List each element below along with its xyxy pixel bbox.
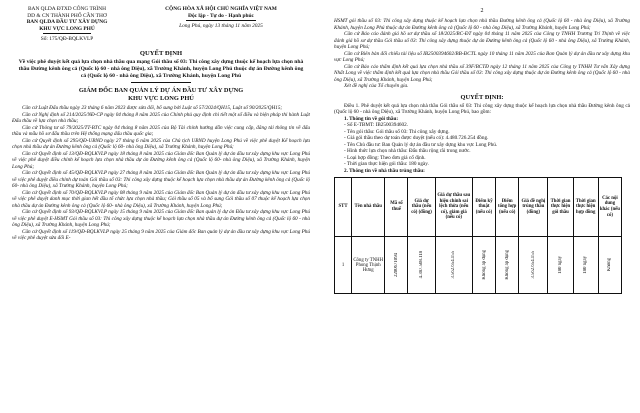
authority-line: KHU VỰC LONG PHÚ xyxy=(128,95,194,103)
agency-line: DD & CN THÀNH PHỐ CẦN THƠ xyxy=(27,12,107,19)
cell-technical-score xyxy=(472,237,495,294)
section-1-title: 1. Thông tin về gói thầu: xyxy=(344,115,399,122)
article-1: Điều 1. Phê duyệt kết quả lựa chọn nhà thầu Gói thầu số 03: Thi công xây dựng thuộc kế hoạch lựa chọn nhà thầu Đường kênh ông cả (Quốc lộ 60 - nhà ông Diệu), xã Trường Khánh, huyện Long Phú, bao gồm: xyxy=(334,102,630,115)
legal-basis-item: Căn cứ Quyết định số 70/QĐ-BQLKVLP ngày 08 tháng 9 năm 2025 của Giám đốc Ban Quản lý dự án đầu tư xây dựng khu vực Long Phú về việc phê duyệt danh mục thời gian hết đầu tổ chức lựa chọn nhà thầu; Gói thầu số 05 và bổ sung Gói thầu số 07 thuộc kế hoạch lựa chọn nhà thầu dự án Đường kênh ông cả (Quốc lộ 60- nhà ông Diệu), xã Trường Khánh, huyện Long Phú; xyxy=(12,189,310,209)
legal-basis xyxy=(12,105,310,242)
page-2 xyxy=(320,0,640,413)
cell-text: 180 ngày xyxy=(558,256,564,274)
cell-contract-duration xyxy=(573,237,598,294)
winning-bidder-table xyxy=(334,177,622,294)
cell-total-score xyxy=(496,237,519,294)
col-header: Giá dự thầu (nếu có) (đồng) xyxy=(408,178,435,237)
decision-heading: QUYẾT ĐỊNH: xyxy=(460,93,504,101)
cell-text: 3.562.654.155 xyxy=(530,251,536,279)
motto: Độc lập - Tự do - Hạnh phúc xyxy=(188,12,254,19)
cell-text: Không xyxy=(607,258,613,272)
col-header: Giá đề nghị trúng thầu (đồng) xyxy=(519,178,548,237)
package-info-item: - Loại hợp đồng: Theo đơn giá cố định. xyxy=(344,154,426,161)
col-header: Các nội dung khác (nếu có) xyxy=(598,178,621,237)
national-motto xyxy=(132,6,310,43)
legal-basis-item: Căn cứ Nghị định số 214/2025/NĐ-CP ngày 04 tháng 8 năm 2025 của Chính phủ quy định chi tiết một số điều và biện pháp thi hành Luật Đấu thầu về lựa chọn nhà thầu; xyxy=(12,111,310,125)
cell-stt: 1 xyxy=(335,237,352,294)
cell-award-price xyxy=(519,237,548,294)
agency-line: KHU VỰC LONG PHÚ xyxy=(39,25,95,32)
divider xyxy=(131,82,191,83)
cell-text: 180 ngày xyxy=(583,256,589,274)
col-header: Thời gian thực hiện hợp đồng xyxy=(573,178,598,237)
document-subject: Về việc phê duyệt kết quả lựa chọn nhà thầu qua mạng Gói thầu số 03: Thi công xây dựng thuộc kế hoạch lựa chọn nhà thầu Đường kênh ông cả (Quốc lộ 60 - nhà ông Diệu), xã Trường Khánh, huyện Long Phú thuộc dự án Đường kênh ông cả (Quốc lộ 60 - nhà ông Diệu), xã Trường Khánh, huyện Long Phú xyxy=(18,58,304,79)
package-info-item: - Giá gói thầu theo dự toán được duyệt (nếu có): 4.480.726.254 đồng. xyxy=(344,135,489,141)
col-header: Điểm tổng hợp (nếu có) xyxy=(496,178,519,237)
cell-text: Không áp dụng xyxy=(504,250,510,280)
legal-basis-item: Xét đề nghị của Tổ chuyên gia. xyxy=(344,83,409,89)
cell-other xyxy=(598,237,621,294)
legal-basis-item: Căn cứ Biên bản đối chiếu tài liệu số IB2500394602/BB-ĐCTL ngày 10 tháng 11 năm 2025 của Ban Quản lý dự án đầu tư xây dựng khu vực Long Phú; xyxy=(334,50,630,63)
col-header: Tên nhà thầu xyxy=(352,178,385,237)
cell-text: 2200671094 xyxy=(393,253,399,277)
authority-line: GIÁM ĐỐC BAN QUẢN LÝ DỰ ÁN ĐẦU TƯ XÂY DỰNG xyxy=(78,87,244,95)
col-header: Thời gian thực hiện gói thầu xyxy=(548,178,573,237)
legal-basis-item: Căn cứ Báo cáo thẩm định kết quả lựa chọn nhà thầu số 39F/BCTĐ ngày 12 tháng 11 năm 2025 của Công ty TNHH Tư vấn Xây dựng Nhất Long về việc thẩm định kết quả lựa chọn nhà thầu Gói thầu số 03: Thi công xây dựng thuộc dự án Đường kênh ông cả (Quốc lộ 60 - nhà ông Diệu), xã Trường Khánh, huyện Long Phú; xyxy=(334,63,630,83)
legal-basis-item: Căn cứ Quyết định số 45/QĐ-BQLKVLP ngày 27 tháng 8 năm 2025 của Giám đốc Ban Quản lý dự án đầu tư xây dựng khu vực Long Phú về việc phê duyệt điều chỉnh dự toán Gói thầu số 03: Thi công xây dựng thuộc kế hoạch lựa chọn nhà thầu dự án Đường kênh ông cả (Quốc lộ 60- nhà ông Diệu), xã Trường Khánh, huyện Long Phú; xyxy=(12,170,310,190)
page-number: 2 xyxy=(480,8,484,14)
col-header: Mã số thuế xyxy=(385,178,408,237)
document-header xyxy=(12,6,310,43)
legal-basis-item: Căn cứ Thông tư số 79/2025/TT-BTC ngày 04 tháng 8 năm 2025 của Bộ Tài chính hướng dẫn việc cung cấp, đăng tải thông tin về đấu thầu và mẫu hồ sơ đấu thầu trên Hệ thống mạng đấu thầu quốc gia; xyxy=(12,124,310,138)
table-row xyxy=(335,237,622,294)
issuing-authority xyxy=(12,87,310,103)
legal-basis-item: Căn cứ Quyết định số 119/QĐ-BQLKVLP ngày 25 tháng 9 năm 2025 của Giám đốc Ban quản lý dự án đầu tư xây dựng khu vực Long Phú về việc phê duyệt sửa đổi E- xyxy=(12,228,310,242)
divider xyxy=(186,20,256,21)
col-header: STT xyxy=(335,178,352,237)
cell-bid-price xyxy=(408,237,435,294)
legal-basis-item: Căn cứ Quyết định số 295/QĐ-UBND ngày 27 tháng 6 năm 2025 của Chủ tịch UBND huyện Long Phú về việc phê duyệt Kế hoạch lựa chọn nhà thầu dự án Đường kênh ông cả (Quốc lộ 60- nhà ông Diệu), xã Trường Khánh, huyện Long Phú; xyxy=(12,137,310,151)
cell-text: 3.562.654.155 xyxy=(451,251,457,279)
col-header: Giá dự thầu sau hiệu chỉnh sai lệch thừa (nếu có), giảm giá (nếu có) xyxy=(435,178,472,237)
agency-line: BAN QLDA ĐTXD CÔNG TRÌNH xyxy=(27,6,107,12)
agency-line: BAN QLDA ĐẦU TƯ XÂY DỰNG xyxy=(26,19,108,26)
country-name: CỘNG HÒA XÃ HỘI CHỦ NGHĨA VIỆT NAM xyxy=(165,6,277,12)
document-date: Long Phú, ngày 13 tháng 11 năm 2025 xyxy=(179,22,263,29)
package-info-item: - Tên gói thầu: Gói thầu số 03: Thi công xây dựng. xyxy=(344,128,450,135)
package-info-item: - Thời gian thực hiện gói thầu: 180 ngày. xyxy=(344,161,429,167)
package-info-item: - Hình thức lựa chọn nhà thầu: Đấu thầu rộng rãi trong nước. xyxy=(344,148,471,154)
cell-bidder-name: Công ty TNHH Phong Thịnh Hưng xyxy=(352,237,385,294)
legal-basis-item: HSMT gói thầu số 03: Thi công xây dựng thuộc kế hoạch lựa chọn nhà thầu Đường kênh ông cả (Quốc lộ 60 - nhà ông Diệu), xã Trường Khánh, huyện Long Phú thuộc dự án Đường kênh ông cả (Quốc lộ 60 - nhà ông Diệu), xã Trường Khánh, huyện Long Phú; xyxy=(334,18,630,31)
document-number: Số: 175/QĐ-BQLKVLP xyxy=(40,35,94,42)
section-2-title: 2. Thông tin về nhà thầu trúng thầu: xyxy=(344,167,425,174)
cell-package-duration xyxy=(548,237,573,294)
legal-basis-item: Căn cứ Quyết định số 93/QĐ-BQLKVLP ngày 15 tháng 9 năm 2025 của Giám đốc Ban quản lý dự án Đầu tư xây dựng khu vực Long Phú về việc phê duyệt E-HSMT Gói thầu số 03: Thi công xây dựng thuộc kế hoạch lựa chọn nhà thầu dự án Đường kênh ông cả (Quốc lộ 60 - nhà ông Diệu), xã Trường Khánh, huyện Long Phú; xyxy=(12,209,310,229)
legal-basis-item: Căn cứ Luật Đấu thầu ngày 23 tháng 6 năm 2023 được sửa đổi, bổ sung bởi Luật số 57/2024/QH15, Luật số 90/2025/QH15; xyxy=(22,105,283,112)
table-header-row xyxy=(335,178,622,237)
cell-adjusted-price xyxy=(435,237,472,294)
package-info-item: - Tên Chủ đầu tư: Ban Quản lý dự án đầu tư xây dựng khu vực Long Phú. xyxy=(344,141,498,148)
cell-text: 4.387.508.118 xyxy=(419,251,425,279)
legal-basis-item: Căn cứ Báo cáo đánh giá hồ sơ dự thầu số 18/2025/BC-ĐT ngày 04 tháng 11 năm 2025 của Công ty TNHH Trương Trí Thịnh về việc đánh giá hồ sơ dự thầu Gói thầu số 03: Thi công xây dựng thuộc dự án Đường kênh ông cả (Quốc lộ 60 - nhà ông Diệu), xã Trường Khánh, huyện Long Phú; xyxy=(334,31,630,50)
divider xyxy=(43,33,91,34)
package-info-item: - Số E-TBMT: IB2500394602. xyxy=(344,122,409,128)
issuing-agency xyxy=(12,6,122,43)
legal-basis-item: Căn cứ Quyết định số 13/QĐ-BQLKVLP ngày 18 tháng 8 năm 2025 của Giám đốc Ban Quản lý dự án đầu tư xây dựng khu vực Long Phú về việc phê duyệt điều chỉnh kế hoạch lựa chọn nhà thầu dự án Đường kênh ông cả (Quốc lộ 60- nhà ông Diệu), xã Trường Khánh, huyện Long Phú; xyxy=(12,150,310,170)
document-title: QUYẾT ĐỊNH xyxy=(139,49,183,57)
col-header: Điểm kỹ thuật (nếu có) xyxy=(472,178,495,237)
cell-text: Không áp dụng xyxy=(481,250,487,280)
cell-tax-code xyxy=(385,237,408,294)
